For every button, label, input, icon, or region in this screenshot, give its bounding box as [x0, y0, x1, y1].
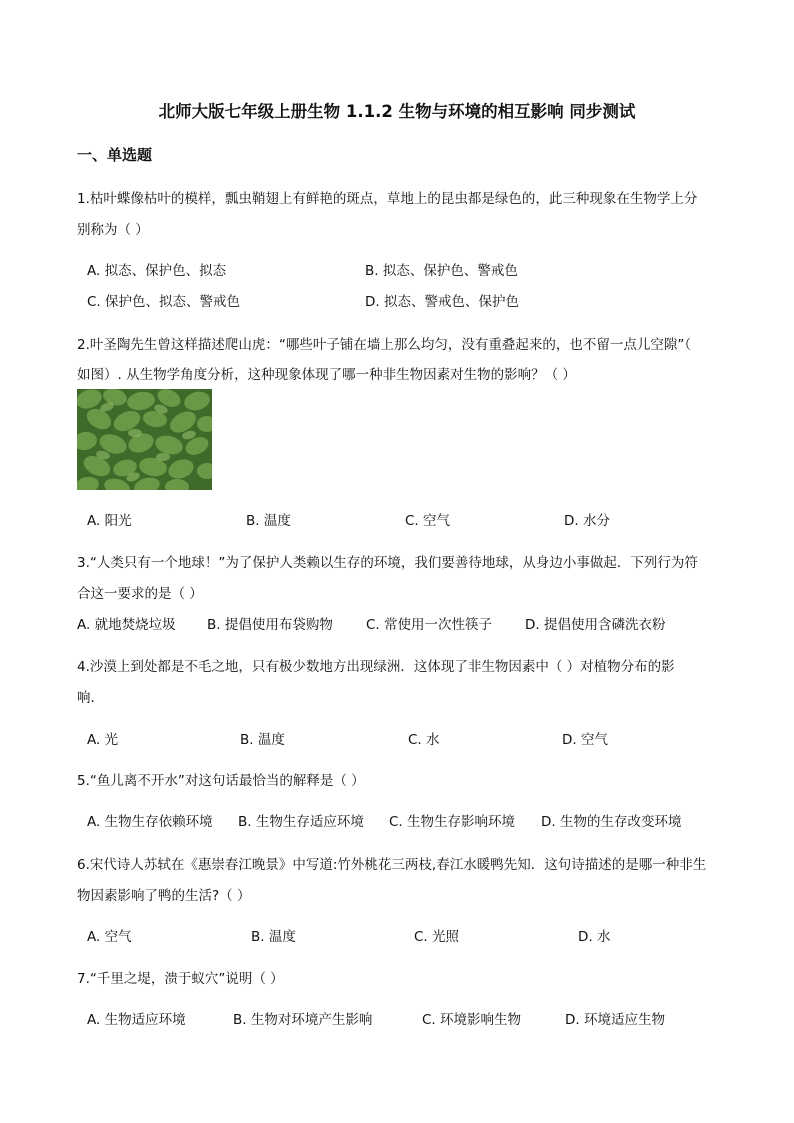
question-3-line-1: 3.“人类只有一个地球！”为了保护人类赖以生存的环境，我们要善待地球，从身边小事做起．下列行为符	[77, 555, 698, 571]
question-1-option-b: B. 拟态、保护色、警戒色	[365, 263, 518, 279]
question-7-line-1: 7.“千里之堤，溃于蚁穴”说明（ ）	[77, 971, 284, 987]
question-7-option-b: B. 生物对环境产生影响	[233, 1012, 373, 1028]
question-5-option-b: B. 生物生存适应环境	[238, 814, 364, 830]
question-2-option-a: A. 阳光	[87, 513, 132, 529]
ivy-leaves-photo	[77, 389, 212, 490]
question-2-line-1: 2.叶圣陶先生曾这样描述爬山虎：“哪些叶子铺在墙上那么均匀，没有重叠起来的，也不留一点儿空隙”（	[77, 337, 692, 353]
question-3-option-b: B. 提倡使用布袋购物	[207, 617, 333, 633]
question-6-option-b: B. 温度	[251, 929, 296, 945]
question-6-option-d: D. 水	[578, 929, 611, 945]
question-4-line-2: 响．	[77, 690, 104, 706]
question-5-option-c: C. 生物生存影响环境	[389, 814, 516, 830]
question-7-option-a: A. 生物适应环境	[87, 1012, 186, 1028]
question-1-line-1: 1.枯叶蝶像枯叶的模样，瓢虫鞘翅上有鲜艳的斑点，草地上的昆虫都是绿色的，此三种现象在生物学上分	[77, 191, 698, 207]
question-3-line-2: 合这一要求的是（ ）	[77, 586, 203, 602]
question-4-option-d: D. 空气	[562, 732, 608, 748]
question-6-option-a: A. 空气	[87, 929, 132, 945]
question-4-option-a: A. 光	[87, 732, 119, 748]
question-1-line-2: 别称为（ ）	[77, 222, 149, 238]
question-7-option-c: C. 环境影响生物	[422, 1012, 522, 1028]
question-1-option-d: D. 拟态、警戒色、保护色	[365, 294, 519, 310]
question-1-option-a: A. 拟态、保护色、拟态	[87, 263, 227, 279]
question-6-line-1: 6.宋代诗人苏轼在《惠崇春江晚景》中写道:竹外桃花三两枝,春江水暖鸭先知．这句诗描述的是哪一种非生	[77, 857, 707, 873]
question-5-option-d: D. 生物的生存改变环境	[541, 814, 682, 830]
question-4-option-c: C. 水	[408, 732, 440, 748]
question-7-option-d: D. 环境适应生物	[565, 1012, 665, 1028]
question-2-line-2: 如图）. 从生物学角度分析，这种现象体现了哪一种非生物因素对生物的影响？（ ）	[77, 367, 576, 383]
question-2-option-c: C. 空气	[405, 513, 451, 529]
question-2-option-d: D. 水分	[564, 513, 610, 529]
page-title: 北师大版七年级上册生物 1.1.2 生物与环境的相互影响 同步测试	[158, 102, 636, 121]
question-3-option-a: A. 就地焚烧垃圾	[77, 617, 176, 633]
question-5-option-a: A. 生物生存依赖环境	[87, 814, 213, 830]
question-3-option-d: D. 提倡使用含磷洗衣粉	[525, 617, 666, 633]
question-6-option-c: C. 光照	[414, 929, 460, 945]
question-4-option-b: B. 温度	[240, 732, 285, 748]
question-5-line-1: 5.“鱼儿离不开水”对这句话最恰当的解释是（ ）	[77, 773, 365, 789]
question-3-option-c: C. 常使用一次性筷子	[366, 617, 493, 633]
question-4-line-1: 4.沙漠上到处都是不毛之地，只有极少数地方出现绿洲．这体现了非生物因素中（ ）对植物分布的影	[77, 659, 675, 675]
question-2-option-b: B. 温度	[246, 513, 291, 529]
question-6-line-2: 物因素影响了鸭的生活?（ ）	[77, 888, 251, 904]
question-1-option-c: C. 保护色、拟态、警戒色	[87, 294, 241, 310]
section-heading: 一、单选题	[77, 146, 153, 164]
